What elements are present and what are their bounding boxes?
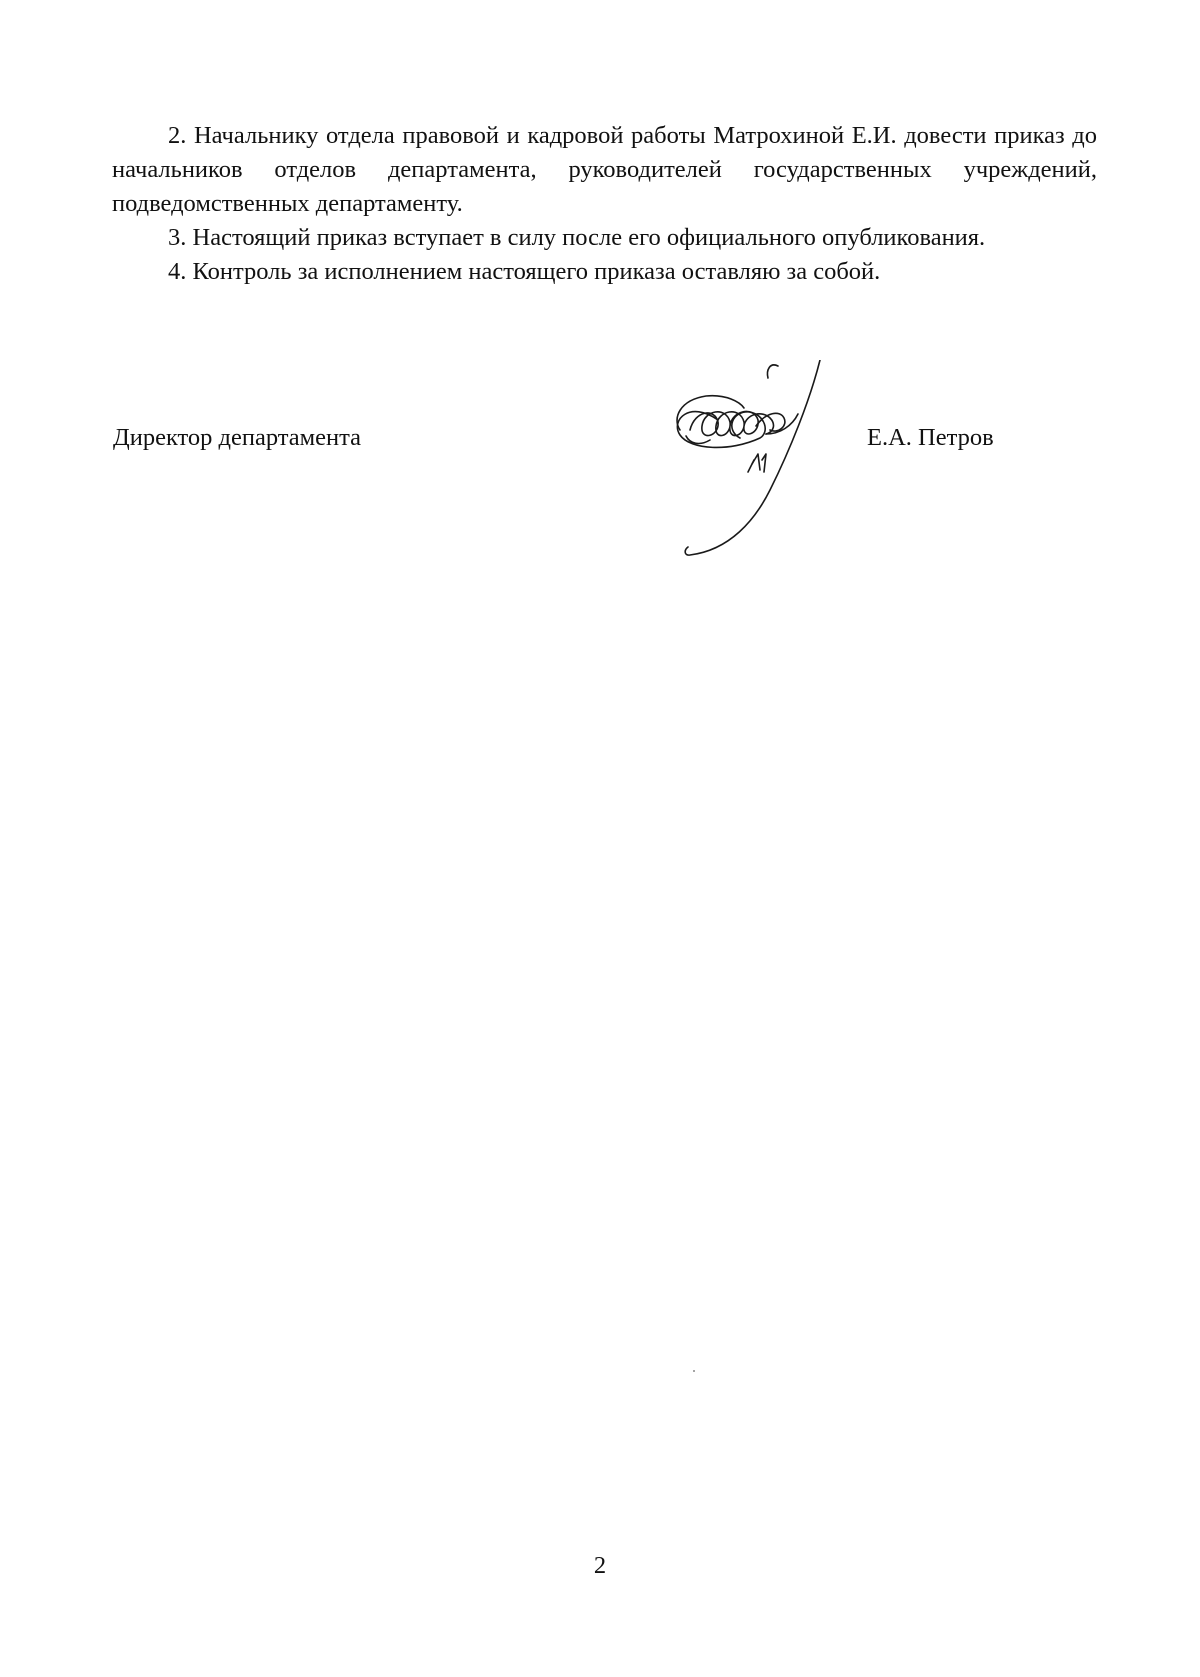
signature-block [0, 0, 1200, 700]
paragraph-item-3: 3. Настоящий приказ вступает в силу после его официального опубликования. [168, 224, 986, 251]
handwritten-signature [670, 360, 870, 600]
paragraph-item-4: 4. Контроль за исполнением настоящего приказа оставляю за собой. [168, 258, 881, 285]
page-number: 2 [593, 1552, 607, 1579]
signer-name: Е.А. Петров [867, 424, 994, 451]
signer-position: Директор департамента [113, 424, 362, 451]
paragraph-item-2: 2. Начальнику отдела правовой и кадровой работы Матрохиной Е.И. довести приказ до начальников отделов департамента, руководителей государственных учреждений, подведомственных департаменту. [112, 122, 1097, 217]
scan-speck [693, 1370, 695, 1372]
